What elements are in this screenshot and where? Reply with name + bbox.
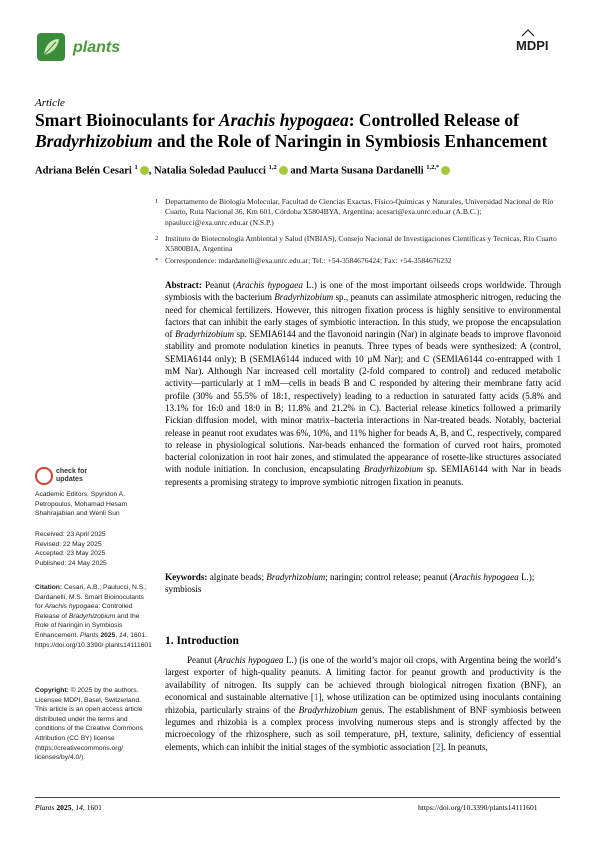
keywords: Keywords: alginate beads; Bradyrhizobium; naringin; control release; peanut (Arachis hypogaea L.); symbiosis: [165, 572, 535, 595]
article-title: Smart Bioinoculants for Arachis hypogaea: Controlled Release of Bradyrhizobium and the Role of Naringin in Symbiosis Enhancement: [35, 110, 548, 151]
mdpi-logo-icon: [521, 29, 535, 37]
footer-citation: Plants 2025, 14, 1601: [35, 803, 102, 812]
author-list: Adriana Belén Cesari $^1$ , Natalia Soledad Paulucci $^{1,2}$ and Marta Susana Dardanelli $^{1,2,*}$: [35, 164, 450, 177]
footer-divider: [35, 797, 560, 798]
copyright: Copyright: © 2025 by the authors. Licensee MDPI, Basel, Switzerland. This article is an open access article distributed under the terms and conditions of the Creative Commons Attribution (CC BY) license (https://creativecommons.org/ licenses/by/4.0/).: [35, 687, 143, 762]
check-label-2: updates: [56, 476, 83, 484]
reference-link[interactable]: 2: [435, 741, 441, 752]
section-heading: 1. Introduction: [165, 635, 239, 647]
orcid-icon[interactable]: [279, 166, 288, 175]
check-for-updates-button[interactable]: [35, 467, 87, 485]
citation: Citation: Cesari, A.B.; Paulucci, N.S.; Dardanelli, M.S. Smart Bioinoculants for Arachis hypogaea: Controlled Release of Bradyrhizobium and the Role of Naringin in Symbiosis Enhancement. Plants 2025, 14, 1601. https://doi.org/10.3390/ plants14111601: [35, 584, 152, 649]
abstract: Abstract: Peanut (Arachis hypogaea L.) is one of the most important oilseeds crops worldwide. Through symbiosis with the bacterium Bradyrhizobium sp., peanuts can assimilate atmospheric nitrogen, reducing the need for chemical fertilizers. However, this nitrogen fixation process is highly sensitive to environmental factors that can inhibit the early stages of symbiotic interaction. In this study, we propose the encapsulation of Bradyrhizobium sp. SEMIA6144 and the flavonoid naringin (Nar) in alginate beads to improve flavonoid stability and promote nodulation kinetics in peanuts. Three types of beads were synthesized: A (control, SEMIA6144 only); B (SEMIA6144 induced with 10 µM Nar); and C (SEMIA6144 co-entrapped with 1 mM Nar). Although Nar increased cell mortality (2-fold compared to control) and reduced metabolic activity—particularly at 1 mM—cells in beads B and C responded by altering their membrane fatty acid profile (30% and 55.5% of 18:1, respectively) leading to a reduction in saturated fatty acids (5.8% and 13.1% for 16:0 and 18:0 in B; 11.8% and 21.2% in C). Bacterial release kinetics followed a primarily Fickian diffusion model, with minor matrix–bacteria interactions in Nar-treated beads. Notably, bacterial release in peanut root exudates was 6%, 10%, and 11% higher for beads A, B, and C, respectively, compared to release in physiological solutions. Nar-beads enhanced the formation of curved root hairs, promoted bacterial colonization in root hair zones, and stimulated the appearance of rosette-like structures associated with nodule initiation. In conclusion, encapsulating Bradyrhizobium sp. SEMIA6144 with Nar in beads represents a promising strategy to improve symbiotic nitrogen fixation in peanuts.: [165, 280, 562, 487]
footer-doi-link[interactable]: https://doi.org/10.3390/plants14111601: [418, 803, 538, 812]
affiliation-2: 2 Instituto de Biotecnología Ambiental y Salud (INBIAS), Consejo Nacional de Investigaciones Científicas y Tecnicas, Río Cuarto X5800BIA, Argentina: [155, 234, 557, 254]
academic-editors: Academic Editors: Spyridon A. Petropoulos, Mohamad Hesam Shahrajabian and Wenli Sun: [35, 491, 128, 518]
journal-logo-icon: [37, 33, 65, 61]
orcid-icon[interactable]: [140, 166, 149, 175]
affiliation-1: 1 Departamento de Biología Molecular, Facultad de Ciencias Exactas, Físico-Químicas y Naturales, Universidad Nacional de Río Cuarto, Ruta Nacional 36, Km 601, Córdoba X5804BYA, Argentina; acesari@exa.unrc.edu.ar (A.B.C.); npaulucci@exa.unrc.edu.ar (N.S.P.): [155, 197, 554, 227]
article-type: Article: [35, 97, 65, 109]
check-updates-icon: [35, 467, 53, 485]
dates: Received: 23 April 2025 Revised: 22 May 2025 Accepted: 23 May 2025 Published: 24 May 2025: [35, 531, 107, 567]
journal-name[interactable]: plants: [73, 39, 121, 56]
reference-link[interactable]: 1: [313, 692, 319, 703]
correspondence: * Correspondence: mdardanelli@exa.unrc.edu.ar; Tel.: +54-3584676424; Fax: +54-3584676232: [155, 256, 452, 265]
orcid-icon[interactable]: [441, 166, 450, 175]
check-label-1: check for: [56, 468, 88, 476]
introduction-text: Peanut (Arachis hypogaea L.) (is one of the world’s major oil crops, with Argentina being the world’s largest exporter of high-quality peanuts. A limiting factor for peanut growth and productivity is the availability of nitrogen. Its supply can be achieved through biological nitrogen fixation (BNF), an economical and sustainable alternative [1], whose utilization can be optimized using inoculants containing rhizobia, particularly strains of the Bradyrhizobium genus. The establishment of BNF symbiosis between legumes and rhizobia is a complex process involving numerous steps and is strongly affected by the microecology of the rhizosphere, such as soil temperature, pH, texture, salinity, deficiency of essential elements, which can inhibit the initial stages of the symbiotic association [2]. In peanuts,: [165, 655, 561, 752]
publisher-logo[interactable]: MDPI: [516, 38, 549, 53]
